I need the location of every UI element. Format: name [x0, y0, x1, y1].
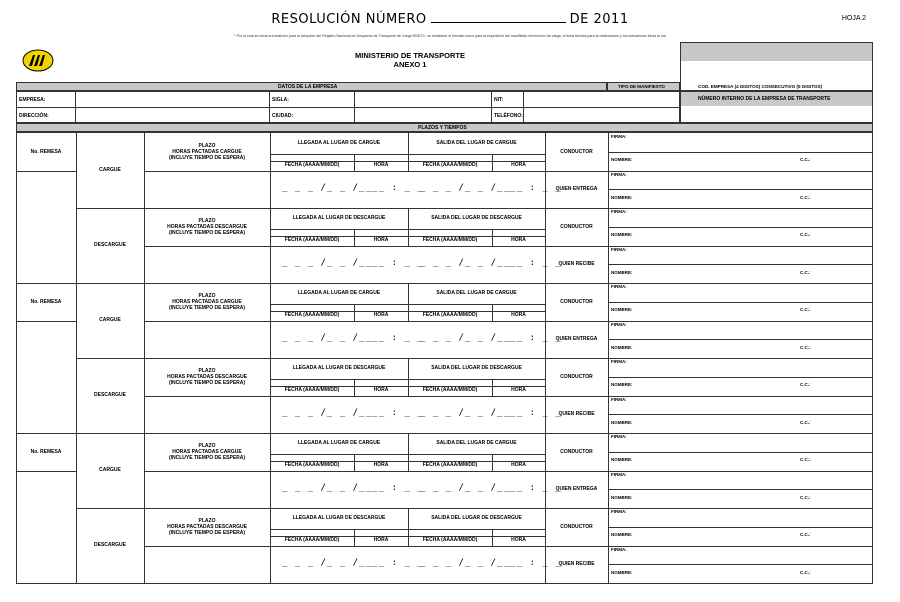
row-divider — [144, 471, 608, 472]
nombre-label: NOMBRE: — [611, 532, 633, 537]
fecha-blank: _ _ _ /_ _ /_ _ — [282, 258, 379, 268]
ministry-logo-icon — [22, 49, 54, 72]
salida-label: SALIDA DEL LUGAR DE CARGUE — [436, 440, 517, 446]
cc-label: C.C.: — [800, 195, 811, 200]
fecha-blank: _ _ _ /_ _ /_ _ — [420, 483, 517, 493]
telefono-label: TELÉFONO: — [494, 113, 523, 119]
hora-label: HORA — [373, 162, 389, 168]
fecha-label: FECHA (AAAA/MM/DD) — [284, 237, 340, 243]
direccion-label: DIRECCIÓN: — [19, 113, 49, 119]
plazos-grid — [16, 132, 873, 584]
row-divider — [144, 396, 608, 397]
quien-recibe-label: QUIEN RECIBE — [558, 561, 595, 567]
empresa-label: EMPRESA: — [19, 97, 46, 103]
signature-divider — [608, 227, 872, 228]
fecha-blank: _ _ _ /_ _ /_ _ — [420, 333, 517, 343]
signature-divider — [608, 302, 872, 303]
conductor-label: CONDUCTOR — [560, 149, 593, 155]
firma-label: FIRMA: — [611, 247, 627, 252]
no-remesa-label: No. REMESA — [30, 149, 62, 155]
resolution-title — [0, 12, 900, 27]
signature-divider — [608, 546, 872, 547]
fecha-blank: _ _ _ /_ _ /_ _ — [282, 483, 379, 493]
hora-label: HORA — [373, 537, 389, 543]
quien-recibe-label: QUIEN RECIBE — [558, 261, 595, 267]
firma-label: FIRMA: — [611, 359, 627, 364]
section-divider — [76, 208, 872, 209]
fecha-blank: _ _ _ /_ _ /_ _ — [282, 333, 379, 343]
firma-label: FIRMA: — [611, 322, 627, 327]
remesa-divider — [17, 433, 872, 434]
nombre-label: NOMBRE: — [611, 420, 633, 425]
fecha-blank: _ _ _ /_ _ /_ _ — [420, 408, 517, 418]
plazos-title: PLAZOS Y TIEMPOS — [418, 125, 467, 131]
firma-label: FIRMA: — [611, 209, 627, 214]
fecha-label: FECHA (AAAA/MM/DD) — [422, 462, 478, 468]
signature-divider — [608, 152, 872, 153]
row-divider — [144, 171, 608, 172]
plazo-horas-label: HORAS PACTADAS CARGUE — [172, 149, 242, 155]
signature-divider — [608, 339, 872, 340]
hora-label: HORA — [511, 537, 526, 543]
nombre-label: NOMBRE: — [611, 195, 633, 200]
cc-label: C.C.: — [800, 495, 811, 500]
hora-blank: _ _ : _ _ — [504, 258, 562, 268]
plazo-espera-label: (INCLUYE TIEMPO DE ESPERA) — [168, 230, 246, 236]
plazo-horas-label: HORAS PACTADAS CARGUE — [172, 449, 242, 455]
hora-blank: _ _ : _ _ — [504, 333, 562, 343]
title-right: DE 2011 — [569, 12, 629, 27]
plazo-horas-label: HORAS PACTADAS DESCARGUE — [167, 374, 247, 380]
plazo-horas-label: HORAS PACTADAS CARGUE — [172, 299, 242, 305]
firma-label: FIRMA: — [611, 472, 627, 477]
sheet-label: HOJA 2 — [841, 15, 866, 22]
tipo-manifiesto-label: TIPO DE MANIFIESTO — [618, 84, 665, 89]
row-divider — [144, 246, 608, 247]
signature-divider — [608, 377, 872, 378]
nombre-label: NOMBRE: — [611, 232, 633, 237]
hora-label: HORA — [373, 462, 389, 468]
nombre-label: NOMBRE: — [611, 345, 633, 350]
descargue-label: DESCARGUE — [94, 392, 126, 398]
column-line — [545, 133, 546, 583]
hora-label: HORA — [373, 312, 389, 318]
conductor-label: CONDUCTOR — [560, 299, 593, 305]
hora-blank: _ _ : _ _ — [366, 333, 424, 343]
subtitle-text: * Por la cual se inicia la transición para la adopción del Registro Nacional de Despacho de Transporte de Carga RNDTC, se establece el formato único para la expedición del manifiesto electrónico de carga, la ficha técnica para su elaboración y los mecanismo inicia la ma — [234, 34, 666, 38]
hora-label: HORA — [373, 387, 389, 393]
plazo-label: PLAZO — [198, 293, 216, 299]
fecha-label: FECHA (AAAA/MM/DD) — [422, 237, 478, 243]
firma-label: FIRMA: — [611, 547, 627, 552]
cc-label: C.C.: — [800, 307, 811, 312]
nombre-label: NOMBRE: — [611, 157, 633, 162]
conductor-label: CONDUCTOR — [560, 224, 593, 230]
ministry-name: MINISTERIO DE TRANSPORTE — [354, 51, 465, 60]
cod-empresa-label: COD. EMPRESA (4 DIGITOS) CONSECUTIVO (5 DIGITOS) — [698, 84, 823, 89]
hora-blank: _ _ : _ _ — [366, 408, 424, 418]
signature-divider — [608, 396, 872, 397]
salida-label: SALIDA DEL LUGAR DE DESCARGUE — [431, 365, 522, 371]
column-line — [608, 133, 609, 583]
signature-divider — [608, 321, 872, 322]
plazo-horas-label: HORAS PACTADAS DESCARGUE — [167, 524, 247, 530]
hora-blank: _ _ : _ _ — [366, 258, 424, 268]
plazo-espera-label: (INCLUYE TIEMPO DE ESPERA) — [168, 380, 246, 386]
nombre-label: NOMBRE: — [611, 570, 633, 575]
fecha-blank: _ _ _ /_ _ /_ _ — [420, 183, 517, 193]
signature-divider — [608, 264, 872, 265]
sigla-label: SIGLA: — [272, 97, 289, 103]
section-divider — [76, 358, 872, 359]
annex-label: ANEXO 1 — [393, 60, 427, 69]
plazo-label: PLAZO — [198, 368, 216, 374]
column-line — [270, 133, 271, 583]
remesa-row-divider — [17, 471, 76, 472]
signature-divider — [608, 189, 872, 190]
plazo-label: PLAZO — [198, 218, 216, 224]
conductor-label: CONDUCTOR — [560, 374, 593, 380]
no-remesa-label: No. REMESA — [30, 449, 62, 455]
empresa-table — [16, 91, 680, 123]
nombre-label: NOMBRE: — [611, 457, 633, 462]
cc-label: C.C.: — [800, 382, 811, 387]
signature-divider — [608, 489, 872, 490]
cc-label: C.C.: — [800, 270, 811, 275]
hora-blank: _ _ : _ _ — [366, 183, 424, 193]
plazo-label: PLAZO — [198, 143, 216, 149]
signature-divider — [608, 471, 872, 472]
section-divider — [76, 508, 872, 509]
cc-label: C.C.: — [800, 345, 811, 350]
descargue-label: DESCARGUE — [94, 242, 126, 248]
fecha-label: FECHA (AAAA/MM/DD) — [422, 162, 478, 168]
llegada-label: LLEGADA AL LUGAR DE CARGUE — [297, 140, 381, 146]
hora-blank: _ _ : _ _ — [366, 483, 424, 493]
quien-entrega-label: QUIEN ENTREGA — [555, 336, 598, 342]
conductor-label: CONDUCTOR — [560, 524, 593, 530]
hora-blank: _ _ : _ _ — [504, 483, 562, 493]
row-divider — [144, 546, 608, 547]
row-divider — [144, 321, 608, 322]
resolution-number-blank — [431, 12, 566, 23]
cc-label: C.C.: — [800, 157, 811, 162]
llegada-label: LLEGADA AL LUGAR DE CARGUE — [297, 440, 381, 446]
hora-label: HORA — [511, 312, 526, 318]
plazo-espera-label: (INCLUYE TIEMPO DE ESPERA) — [168, 305, 246, 311]
hora-label: HORA — [511, 237, 526, 243]
numero-interno-label: NÚMERO INTERNO DE LA EMPRESA DE TRANSPORTE — [698, 96, 831, 102]
fecha-blank: _ _ _ /_ _ /_ _ — [420, 258, 517, 268]
cc-label: C.C.: — [800, 457, 811, 462]
cc-label: C.C.: — [800, 232, 811, 237]
llegada-label: LLEGADA AL LUGAR DE CARGUE — [297, 290, 381, 296]
cargue-label: CARGUE — [99, 167, 121, 173]
plazo-espera-label: (INCLUYE TIEMPO DE ESPERA) — [168, 455, 246, 461]
title-left: RESOLUCIÓN NÚMERO — [271, 12, 427, 27]
plazo-horas-label: HORAS PACTADAS DESCARGUE — [167, 224, 247, 230]
cargue-label: CARGUE — [99, 317, 121, 323]
fecha-label: FECHA (AAAA/MM/DD) — [284, 162, 340, 168]
quien-entrega-label: QUIEN ENTREGA — [555, 186, 598, 192]
remesa-row-divider — [17, 321, 76, 322]
quien-recibe-label: QUIEN RECIBE — [558, 411, 595, 417]
firma-label: FIRMA: — [611, 509, 627, 514]
hora-blank: _ _ : _ _ — [504, 183, 562, 193]
signature-divider — [608, 414, 872, 415]
cargue-label: CARGUE — [99, 467, 121, 473]
quien-entrega-label: QUIEN ENTREGA — [555, 486, 598, 492]
signature-divider — [608, 564, 872, 565]
remesa-row-divider — [17, 171, 76, 172]
hora-label: HORA — [511, 462, 526, 468]
hora-blank: _ _ : _ _ — [366, 558, 424, 568]
ciudad-label: CIUDAD: — [272, 113, 294, 119]
plazo-label: PLAZO — [198, 443, 216, 449]
salida-label: SALIDA DEL LUGAR DE CARGUE — [436, 290, 517, 296]
firma-label: FIRMA: — [611, 397, 627, 402]
signature-divider — [608, 246, 872, 247]
fecha-label: FECHA (AAAA/MM/DD) — [284, 387, 340, 393]
fecha-label: FECHA (AAAA/MM/DD) — [284, 312, 340, 318]
plazo-espera-label: (INCLUYE TIEMPO DE ESPERA) — [168, 155, 246, 161]
fecha-label: FECHA (AAAA/MM/DD) — [284, 537, 340, 543]
fecha-blank: _ _ _ /_ _ /_ _ — [282, 558, 379, 568]
fecha-blank: _ _ _ /_ _ /_ _ — [282, 183, 379, 193]
nombre-label: NOMBRE: — [611, 270, 633, 275]
signature-divider — [608, 527, 872, 528]
hora-label: HORA — [373, 237, 389, 243]
fecha-label: FECHA (AAAA/MM/DD) — [422, 537, 478, 543]
cc-label: C.C.: — [800, 420, 811, 425]
signature-divider — [608, 171, 872, 172]
hora-blank: _ _ : _ _ — [504, 558, 562, 568]
salida-label: SALIDA DEL LUGAR DE DESCARGUE — [431, 215, 522, 221]
firma-label: FIRMA: — [611, 434, 627, 439]
remesa-divider — [17, 283, 872, 284]
fecha-label: FECHA (AAAA/MM/DD) — [422, 387, 478, 393]
nombre-label: NOMBRE: — [611, 495, 633, 500]
descargue-label: DESCARGUE — [94, 542, 126, 548]
column-line — [76, 133, 77, 583]
nombre-label: NOMBRE: — [611, 307, 633, 312]
llegada-label: LLEGADA AL LUGAR DE DESCARGUE — [292, 515, 386, 521]
salida-label: SALIDA DEL LUGAR DE CARGUE — [436, 140, 517, 146]
fecha-label: FECHA (AAAA/MM/DD) — [284, 462, 340, 468]
firma-label: FIRMA: — [611, 172, 627, 177]
fecha-blank: _ _ _ /_ _ /_ _ — [420, 558, 517, 568]
nit-label: NIT: — [494, 97, 504, 103]
plazo-espera-label: (INCLUYE TIEMPO DE ESPERA) — [168, 530, 246, 536]
nombre-label: NOMBRE: — [611, 382, 633, 387]
firma-label: FIRMA: — [611, 134, 627, 139]
fecha-blank: _ _ _ /_ _ /_ _ — [282, 408, 379, 418]
no-remesa-label: No. REMESA — [30, 299, 62, 305]
tipo-manifiesto-shade — [681, 43, 872, 61]
column-line — [144, 133, 145, 583]
cc-label: C.C.: — [800, 570, 811, 575]
hora-label: HORA — [511, 162, 526, 168]
llegada-label: LLEGADA AL LUGAR DE DESCARGUE — [292, 215, 386, 221]
salida-label: SALIDA DEL LUGAR DE DESCARGUE — [431, 515, 522, 521]
cc-label: C.C.: — [800, 532, 811, 537]
hora-label: HORA — [511, 387, 526, 393]
llegada-label: LLEGADA AL LUGAR DE DESCARGUE — [292, 365, 386, 371]
fecha-label: FECHA (AAAA/MM/DD) — [422, 312, 478, 318]
ministry-heading — [250, 51, 570, 69]
datos-empresa-title: DATOS DE LA EMPRESA — [278, 84, 338, 90]
plazo-label: PLAZO — [198, 518, 216, 524]
hora-blank: _ _ : _ _ — [504, 408, 562, 418]
firma-label: FIRMA: — [611, 284, 627, 289]
conductor-label: CONDUCTOR — [560, 449, 593, 455]
signature-divider — [608, 452, 872, 453]
